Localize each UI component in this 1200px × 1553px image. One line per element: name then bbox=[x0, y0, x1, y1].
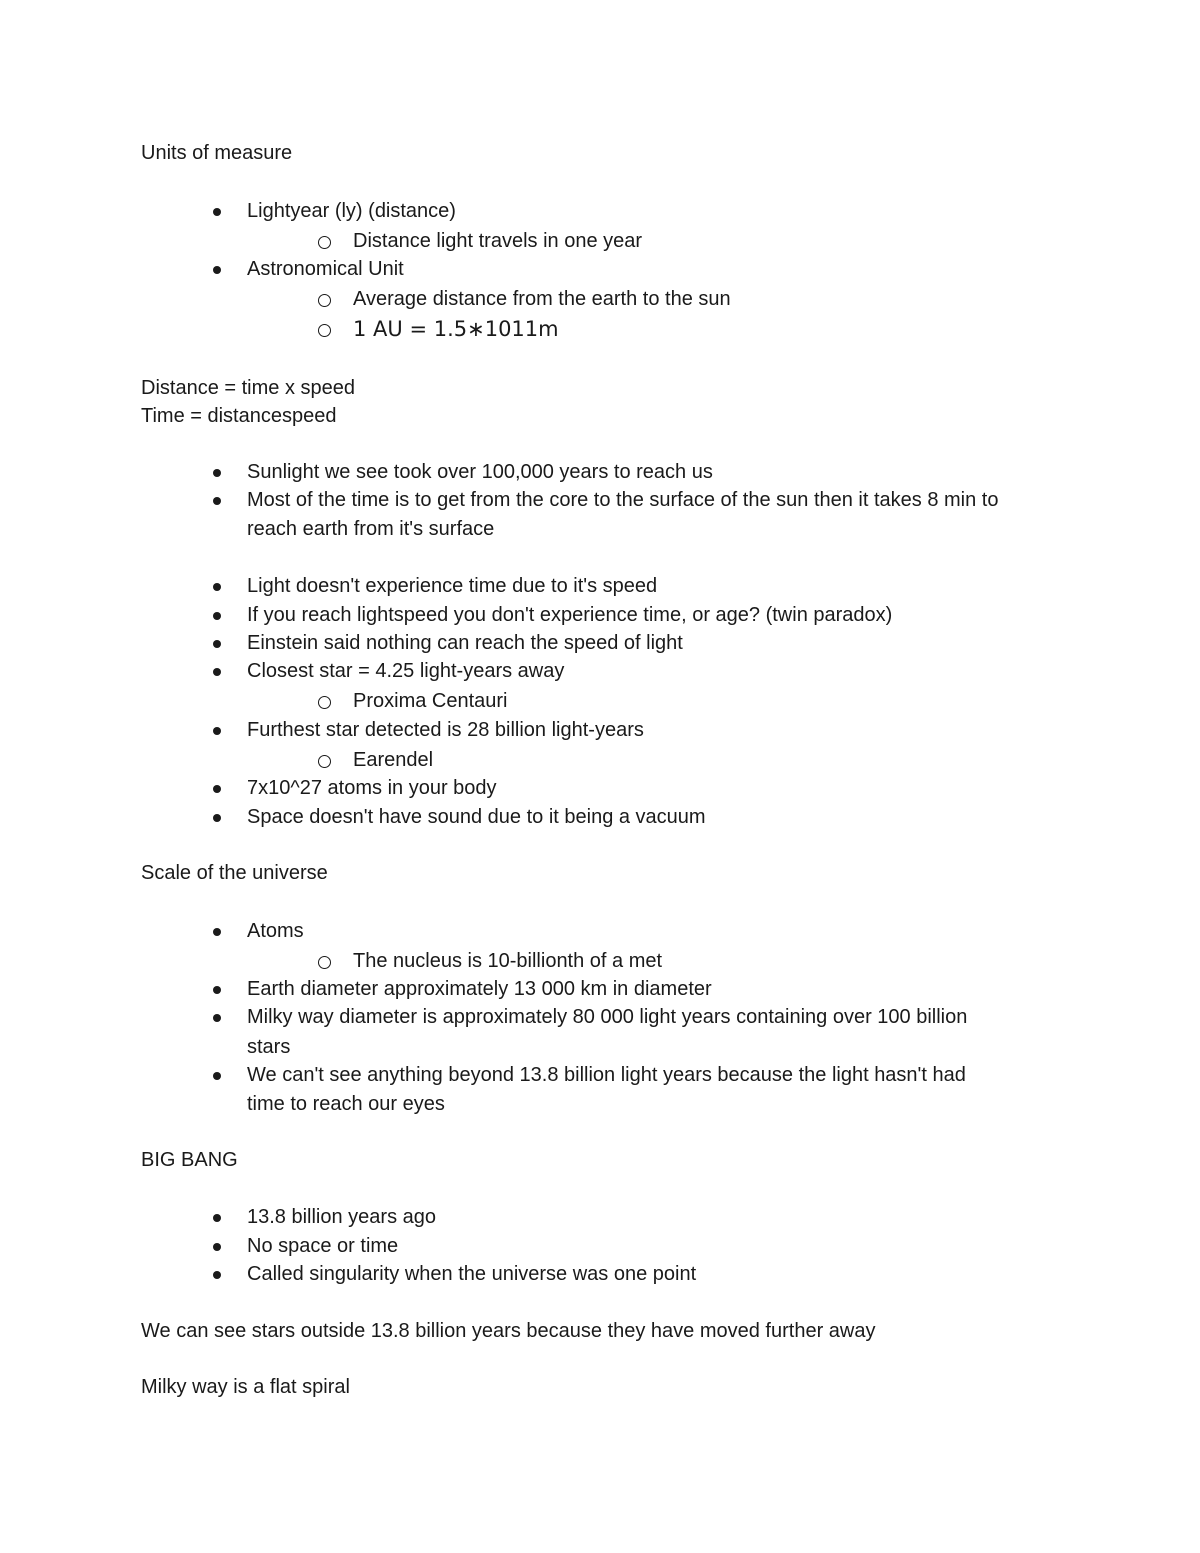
hollow-bullet-icon bbox=[318, 696, 331, 709]
sub-list-item: 1 AU = 1.5∗1011m bbox=[353, 317, 559, 341]
list-item-continuation: stars bbox=[247, 1036, 291, 1058]
list-item: Einstein said nothing can reach the speed of light bbox=[247, 632, 683, 654]
bullet-icon bbox=[213, 1214, 221, 1222]
sub-list-item: Distance light travels in one year bbox=[353, 230, 643, 252]
bullet-icon bbox=[213, 640, 221, 648]
sub-list-item: Average distance from the earth to the sun bbox=[353, 288, 731, 310]
bullet-icon bbox=[213, 469, 221, 477]
bullet-icon bbox=[213, 668, 221, 676]
bullet-icon bbox=[213, 266, 221, 274]
formula-line: Time = distancespeed bbox=[141, 405, 337, 427]
section-heading-big-bang: BIG BANG bbox=[141, 1149, 238, 1171]
list-item: Atoms bbox=[247, 920, 304, 942]
list-item: Earth diameter approximately 13 000 km in diameter bbox=[247, 978, 712, 1000]
list-item: Lightyear (ly) (distance) bbox=[247, 200, 456, 222]
hollow-bullet-icon bbox=[318, 755, 331, 768]
list-item-continuation: reach earth from it's surface bbox=[247, 518, 495, 540]
list-item: Called singularity when the universe was one point bbox=[247, 1263, 697, 1285]
bullet-icon bbox=[213, 814, 221, 822]
list-item-continuation: time to reach our eyes bbox=[247, 1093, 445, 1115]
sub-list-item: Earendel bbox=[353, 749, 434, 771]
list-item: 7x10^27 atoms in your body bbox=[247, 777, 497, 799]
section-heading-units: Units of measure bbox=[141, 142, 293, 164]
list-item: Light doesn't experience time due to it's speed bbox=[247, 575, 658, 597]
bullet-icon bbox=[213, 497, 221, 505]
bullet-icon bbox=[213, 208, 221, 216]
list-item: We can't see anything beyond 13.8 billion light years because the light hasn't had bbox=[247, 1064, 966, 1086]
list-item: Closest star = 4.25 light-years away bbox=[247, 660, 565, 682]
bullet-icon bbox=[213, 583, 221, 591]
bullet-icon bbox=[213, 1014, 221, 1022]
bullet-icon bbox=[213, 1072, 221, 1080]
list-item: Astronomical Unit bbox=[247, 258, 404, 280]
hollow-bullet-icon bbox=[318, 294, 331, 307]
list-item: 13.8 billion years ago bbox=[247, 1206, 437, 1228]
hollow-bullet-icon bbox=[318, 956, 331, 969]
sub-list-item: Proxima Centauri bbox=[353, 690, 508, 712]
paragraph: We can see stars outside 13.8 billion years because they have moved further away bbox=[141, 1320, 876, 1342]
sub-list-item: The nucleus is 10-billionth of a met bbox=[353, 950, 663, 972]
hollow-bullet-icon bbox=[318, 324, 331, 337]
bullet-icon bbox=[213, 727, 221, 735]
bullet-icon bbox=[213, 612, 221, 620]
bullet-icon bbox=[213, 785, 221, 793]
list-item: No space or time bbox=[247, 1235, 399, 1257]
formula-line: Distance = time x speed bbox=[141, 377, 355, 399]
bullet-icon bbox=[213, 928, 221, 936]
paragraph: Milky way is a flat spiral bbox=[141, 1376, 350, 1398]
list-item: If you reach lightspeed you don't experience time, or age? (twin paradox) bbox=[247, 604, 893, 626]
list-item: Sunlight we see took over 100,000 years to reach us bbox=[247, 461, 713, 483]
list-item: Milky way diameter is approximately 80 000 light years containing over 100 billion bbox=[247, 1006, 968, 1028]
list-item: Furthest star detected is 28 billion light-years bbox=[247, 719, 644, 741]
hollow-bullet-icon bbox=[318, 236, 331, 249]
bullet-icon bbox=[213, 1243, 221, 1251]
bullet-icon bbox=[213, 986, 221, 994]
section-heading-scale: Scale of the universe bbox=[141, 862, 328, 884]
bullet-icon bbox=[213, 1271, 221, 1279]
list-item: Most of the time is to get from the core to the surface of the sun then it takes 8 min to bbox=[247, 489, 999, 511]
list-item: Space doesn't have sound due to it being a vacuum bbox=[247, 806, 706, 828]
